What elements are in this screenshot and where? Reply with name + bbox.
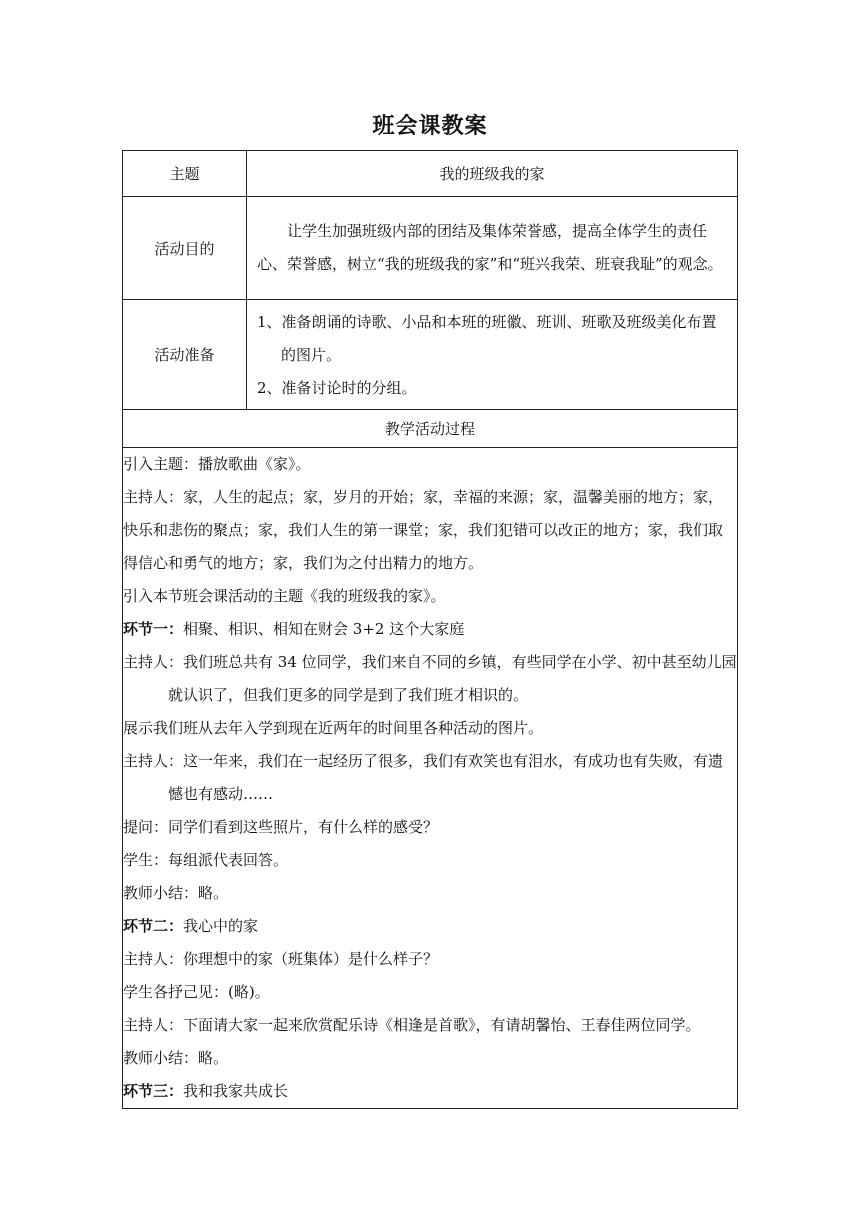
document-title: 班会课教案 — [372, 114, 488, 139]
section-three-heading — [123, 1075, 737, 1108]
section-title: 我和我家共成长 — [183, 1082, 289, 1100]
section-label: 环节三： — [123, 1082, 184, 1100]
prep-label: 活动准备 — [123, 300, 247, 410]
process-row — [123, 448, 738, 1109]
section-one-heading — [123, 613, 737, 646]
process-line: 展示我们班从去年入学到现在近两年的时间里各种活动的图片。 — [123, 719, 544, 737]
lesson-plan-table — [122, 150, 738, 1109]
section-two-heading — [123, 910, 737, 943]
prep-item: 2、准备讨论时的分组。 — [257, 379, 417, 397]
section-label: 环节一： — [123, 620, 184, 638]
process-line: 主持人：这一年来，我们在一起经历了很多，我们有欢笑也有泪水，有成功也有失败，有遗憾也有感动…… — [123, 752, 724, 803]
prep-row — [123, 300, 738, 410]
prep-cell — [247, 300, 738, 410]
section-label: 环节二： — [123, 917, 184, 935]
process-line: 主持人：你理想中的家（班集体）是什么样子？ — [123, 950, 439, 968]
purpose-text: 让学生加强班级内部的团结及集体荣誉感，提高全体学生的责任心、荣誉感，树立“我的班级我的家”和“班兴我荣、班衰我耻”的观念。 — [257, 222, 723, 273]
theme-label: 主题 — [123, 151, 247, 197]
process-line: 学生各抒己见：(略)。 — [123, 983, 270, 1001]
process-line: 引入本节班会课活动的主题《我的班级我的家》。 — [123, 587, 446, 605]
section-title: 相聚、相识、相知在财会 3+2 这个大家庭 — [183, 620, 465, 638]
prep-item: 1、准备朗诵的诗歌、小品和本班的班徽、班训、班歌及班级美化布置的图片。 — [257, 313, 717, 364]
theme-row — [123, 151, 738, 197]
purpose-label: 活动目的 — [123, 197, 247, 300]
process-line: 主持人：下面请大家一起来欣赏配乐诗《相逢是首歌》，有请胡馨怡、王春佳两位同学。 — [123, 1016, 701, 1034]
process-line: 教师小结：略。 — [123, 884, 229, 902]
process-line: 主持人：我们班总共有 34 位同学，我们来自不同的乡镇，有些同学在小学、初中甚至幼儿园就认识了，但我们更多的同学是到了我们班才相识的。 — [123, 653, 737, 704]
process-line: 教师小结：略。 — [123, 1049, 229, 1067]
theme-value: 我的班级我的家 — [247, 151, 738, 197]
section-title: 我心中的家 — [183, 917, 259, 935]
purpose-cell — [247, 197, 738, 300]
process-line: 引入主题：播放歌曲《家》。 — [123, 455, 311, 473]
process-line: 提问：同学们看到这些照片，有什么样的感受？ — [123, 818, 439, 836]
process-line: 主持人：家，人生的起点；家，岁月的开始；家，幸福的来源；家，温馨美丽的地方；家，快乐和悲伤的聚点；家，我们人生的第一课堂；家，我们犯错可以改正的地方；家，我们取得信心和勇气的地方；家，我们为之付出精力的地方。 — [123, 488, 724, 572]
process-header: 教学活动过程 — [123, 410, 738, 448]
purpose-row — [123, 197, 738, 300]
process-header-row — [123, 410, 738, 448]
process-content — [123, 448, 738, 1109]
process-line: 学生：每组派代表回答。 — [123, 851, 289, 869]
